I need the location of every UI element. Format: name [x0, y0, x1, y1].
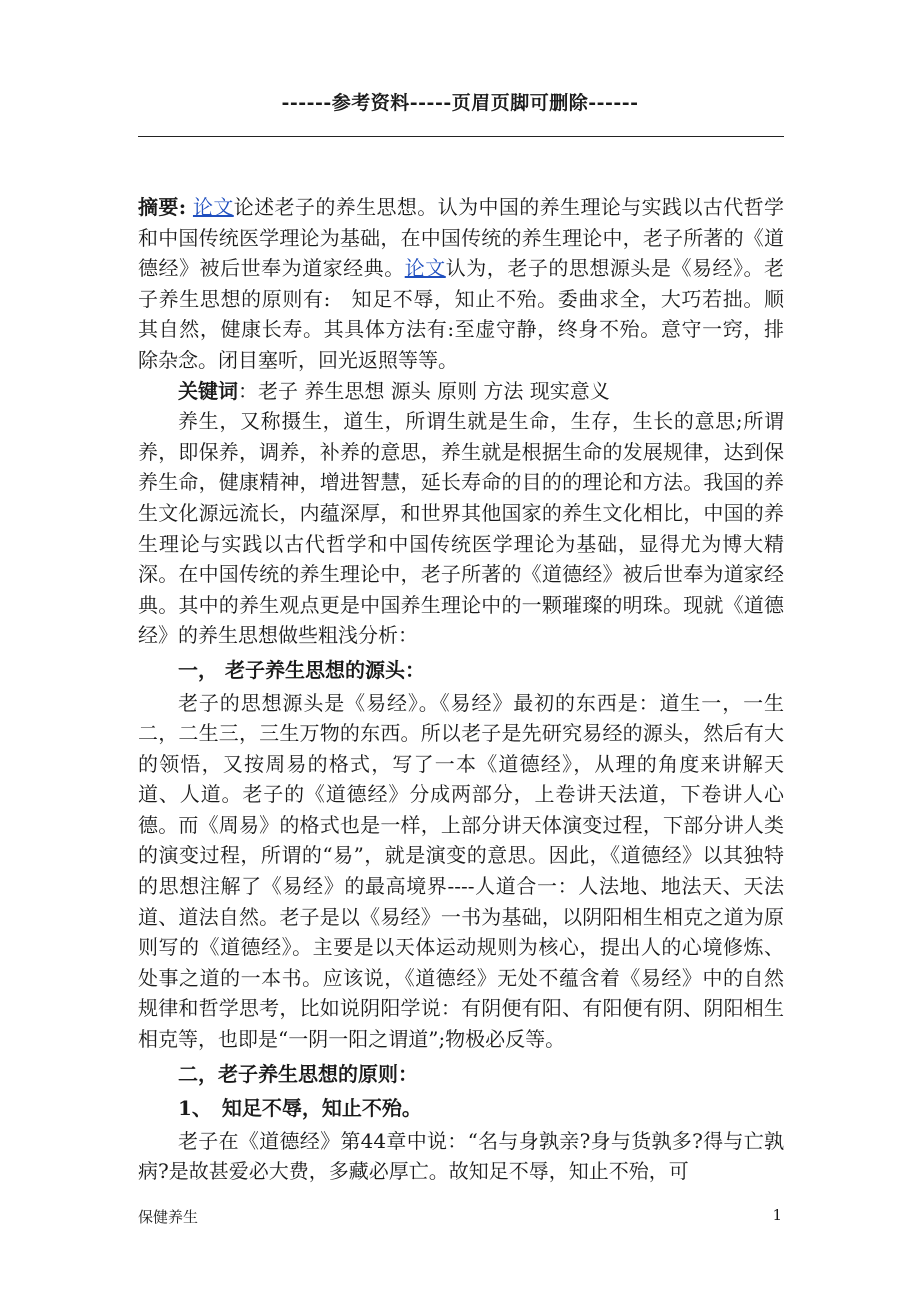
keywords-label: 关键词 — [178, 378, 238, 403]
footer-label: 保健养生 — [138, 1208, 199, 1226]
page-number: 1 — [772, 1206, 782, 1224]
abstract-label: 摘要: — [138, 195, 187, 219]
page-header: ------参考资料-----页眉页脚可删除------ — [281, 92, 639, 114]
section-1-heading: 一， 老子养生思想的源头： — [178, 657, 425, 682]
header-divider — [138, 136, 784, 137]
section-2-paragraph: 老子在《道德经》第44章中说：“名与身孰亲?身与货孰多?得与亡孰病?是故甚爱必大费，多藏必厚亡。故知足不辱，知止不殆，可 — [138, 1128, 784, 1184]
abstract-paragraph — [138, 192, 784, 376]
section-2-heading: 二，老子养生思想的原则： — [178, 1061, 418, 1086]
abstract-link-2[interactable]: 论文 — [404, 256, 446, 281]
keywords-line — [138, 376, 784, 407]
abstract-text-1: 论述老子的养生思想。认为中国的养生理论与实践以古代哲学和中国传统医学理论为基础，在中国传统的养生理论中，老子所著的《道德经》被后世奉为道家经典。 — [138, 195, 785, 281]
abstract-link-1[interactable]: 论文 — [192, 195, 234, 219]
document-body — [138, 192, 784, 1187]
section-2-subheading: 1、 知足不辱，知止不殆。 — [178, 1096, 422, 1121]
section-1-paragraph: 老子的思想源头是《易经》。《易经》最初的东西是：道生一，一生二，二生三，三生万物的东西。所以老子是先研究易经的源头，然后有大的领悟，又按周易的格式，写了一本《道德经》，从理的角度来讲解天道、人道。老子的《道德经》分成两部分，上卷讲天法道，下卷讲人心德。而《周易》的格式也是一样，上部分讲天体演变过程，下部分讲人类的演变过程，所谓的“易”，就是演变的意思。因此，《道德经》以其独特的思想注解了《易经》的最高境界----人道合一：人法地、地法天、天法道、道法自然。老子是以《易经》一书为基础，以阴阳相生相克之道为原则写的《道德经》。主要是以天体运动规则为核心，提出人的心境修炼、处事之道的一本书。应该说，《道德经》无处不蕴含着《易经》中的自然规律和哲学思考，比如说阴阳学说：有阴便有阳、有阳便有阴、阴阳相生相克等，也即是“一阴一阳之谓道”;物极必反等。 — [138, 690, 784, 1052]
abstract-text-2: 认为，老子的思想源头是《易经》。老子养生思想的原则有: 知足不辱，知止不殆。委曲求全，大巧若拙。顺其自然，健康长寿。其具体方法有:至虚守静，终身不殆。意守一窍，排除杂念。闭目塞听，回光返照等等。 — [138, 256, 785, 372]
intro-paragraph: 养生，又称摄生，道生，所谓生就是生命，生存，生长的意思;所谓养，即保养，调养，补养的意思，养生就是根据生命的发展规律，达到保养生命，健康精神，增进智慧，延长寿命的目的的理论和方法。我国的养生文化源远流长，内蕴深厚，和世界其他国家的养生文化相比，中国的养生理论与实践以古代哲学和中国传统医学理论为基础，显得尤为博大精深。在中国传统的养生理论中，老子所著的《道德经》被后世奉为道家经典。其中的养生观点更是中国养生理论中的一颗璀璨的明珠。现就《道德经》的养生思想做些粗浅分析： — [138, 409, 784, 648]
keywords-text: ：老子 养生思想 源头 原则 方法 现实意义 — [238, 378, 610, 403]
